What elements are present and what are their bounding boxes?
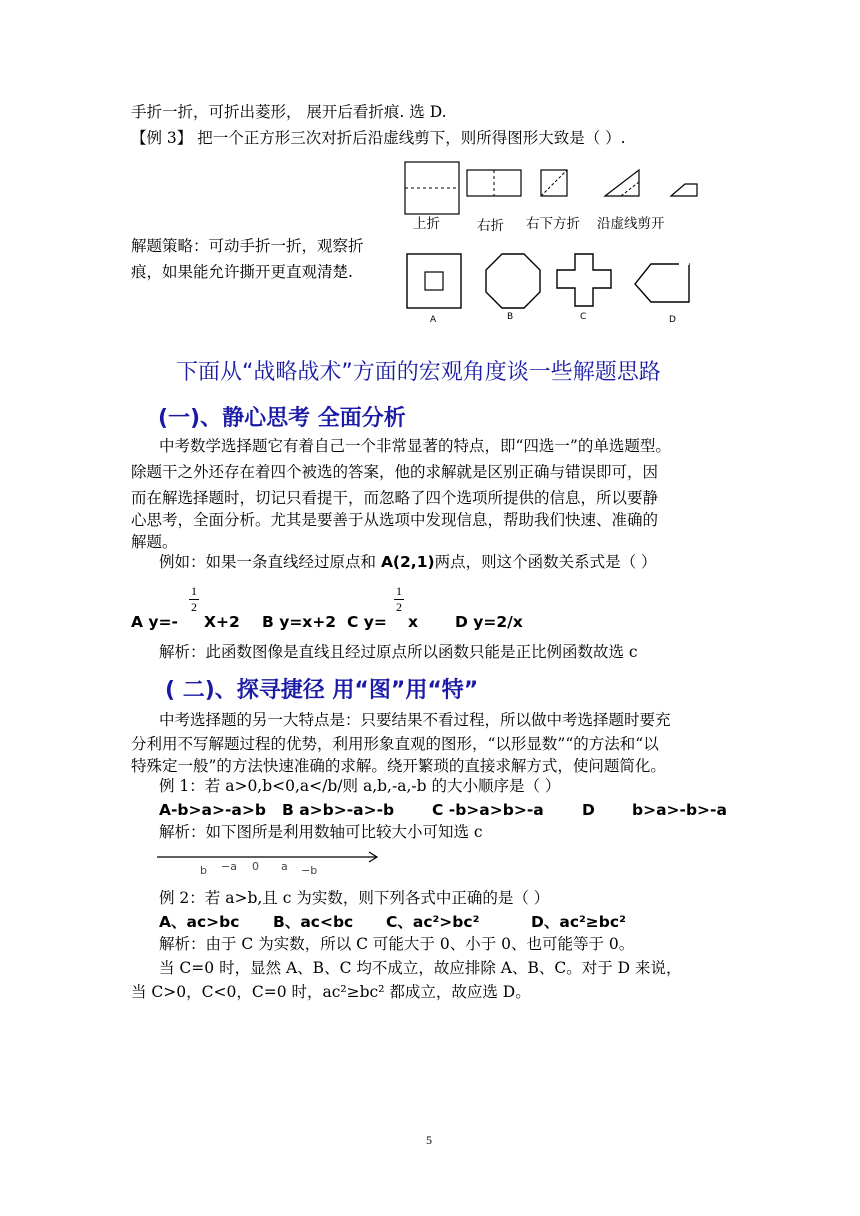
example-prefix: 例如：如果一条直线经过原点和 (159, 553, 381, 571)
fraction-half-a: 1 2 (191, 584, 197, 614)
option-a-tail: X+2 (204, 613, 240, 631)
main-heading: 下面从“战略战术”方面的宏观角度谈一些解题思路 (176, 360, 661, 385)
example-3-text: 把一个正方形三次对折后沿虚线剪下，则所得图形大致是（ ）. (197, 129, 626, 147)
strategy-line-1: 解题策略：可动手折一折，观察折 (131, 237, 364, 255)
caption-cut: 沿虚线剪开 (597, 216, 665, 232)
section-1-analysis: 解析：此函数图像是直线且经过原点所以函数只能是正比例函数故选 c (159, 643, 638, 661)
nl-label-neg-a: −a (221, 860, 237, 873)
section-1-example (159, 552, 657, 572)
answer-options-diagram (395, 246, 715, 328)
nl-label-a: a (281, 860, 288, 873)
fold-result-shape (671, 184, 697, 196)
option-a-hole (425, 272, 443, 290)
section-1-para-line-3: 而在解选择题时，切记只看提干，而忽略了四个选项所提供的信息，所以要静 (131, 489, 659, 507)
section-1-heading: (一)、静心思考 全面分析 (158, 406, 406, 431)
section-2-example-2: 例 2：若 a>b,且 c 为实数，则下列各式中正确的是（ ） (159, 889, 550, 907)
section-2-heading: ( 二)、探寻捷径 用“图”用“特” (165, 678, 479, 703)
fold-step-4-triangle (605, 170, 639, 196)
ex2-conclusion-line-2: 当 C>0，C<0，C=0 时，ac²≥bc² 都成立，故应选 D。 (131, 983, 531, 1001)
option-b-text: B y=x+2 (262, 613, 337, 631)
fold-step-3-dash (541, 170, 567, 196)
example-3-label: 【例 3】 (131, 129, 193, 147)
section-2-example-1: 例 1：若 a>0,b<0,a</b/则 a,b,-a,-b 的大小顺序是（ ） (159, 777, 561, 795)
section-1-para-line-1: 中考数学选择题它有着自己一个非常显著的特点，即“四选一”的单选题型。 (159, 437, 671, 455)
caption-up-fold: 上折 (413, 216, 440, 232)
option-c-tail: x (408, 613, 418, 631)
ex2-option-d: D、ac²≥bc² (531, 913, 626, 931)
option-b-shape (486, 254, 540, 308)
section-1-para-line-5: 解题。 (131, 533, 178, 551)
ex2-option-b: B、ac<bc (273, 913, 354, 931)
nl-label-zero: 0 (252, 860, 259, 873)
intro-line: 手折一折，可折出菱形， 展开后看折痕. 选 D. (131, 103, 447, 121)
option-b-label: B (507, 312, 514, 322)
option-a-label: A (430, 315, 437, 325)
ex2-option-c: C、ac²>bc² (386, 913, 480, 931)
section-2-para-line-1: 中考选择题的另一大特点是：只要结果不看过程，所以做中考选择题时要充 (159, 711, 671, 729)
example-suffix: 两点，则这个函数关系式是（ ） (434, 553, 657, 571)
ex1-option-a: A-b>a>-a>b (159, 801, 266, 819)
option-c-shape (557, 254, 611, 306)
section-2-para-line-3: 特殊定一般”的方法快速准确的求解。绕开繁琐的直接求解方式，使问题简化。 (131, 757, 666, 775)
fold-step-4-dash (621, 182, 639, 196)
section-1-para-line-4: 心思考，全面分析。尤其是要善于从选项中发现信息，帮助我们快速、准确的 (131, 511, 659, 529)
nl-label-b: b (200, 864, 207, 877)
page-number: 5 (426, 1133, 432, 1147)
ex1-analysis: 解析：如下图所是利用数轴可比较大小可知选 c (159, 823, 483, 841)
ex2-analysis: 解析：由于 C 为实数，所以 C 可能大于 0、小于 0、也可能等于 0。 (159, 935, 635, 953)
ex1-option-b: B a>b>-a>-b (282, 801, 395, 819)
example-3-line (131, 128, 626, 148)
strategy-line-2: 痕，如果能允许撕开更直观清楚. (131, 263, 353, 281)
option-d-shape (635, 264, 689, 302)
option-a-shape (407, 254, 461, 308)
nl-label-neg-b: −b (301, 864, 318, 877)
option-c-label: C (580, 312, 587, 322)
caption-lower-right-fold: 右下方折 (526, 216, 580, 232)
fraction-half-c: 1 2 (396, 584, 402, 614)
ex2-conclusion-line-1: 当 C=0 时，显然 A、B、C 均不成立，故应排除 A、B、C。对于 D 来说， (159, 959, 682, 977)
option-d-label: D (669, 315, 676, 325)
number-line (155, 846, 385, 878)
ex2-option-a: A、ac>bc (159, 913, 240, 931)
ex1-option-d-value: b>a>-b>-a (632, 801, 727, 819)
ex1-option-d: D (582, 801, 595, 819)
section-1-para-line-2: 除题干之外还存在着四个被选的答案，他的求解就是区别正确与错误即可，因 (131, 463, 659, 481)
section-2-para-line-2: 分利用不写解题过程的优势，利用形象直观的图形，“以形显数”“的方法和“以 (131, 735, 659, 753)
caption-right-fold: 右折 (477, 218, 504, 234)
ex1-option-c: C -b>a>b>-a (432, 801, 544, 819)
option-d-text: D y=2/x (455, 613, 523, 631)
example-point: A(2,1) (380, 553, 435, 571)
option-a-text: A y=- (131, 613, 178, 631)
option-c-text: C y= (347, 613, 387, 631)
